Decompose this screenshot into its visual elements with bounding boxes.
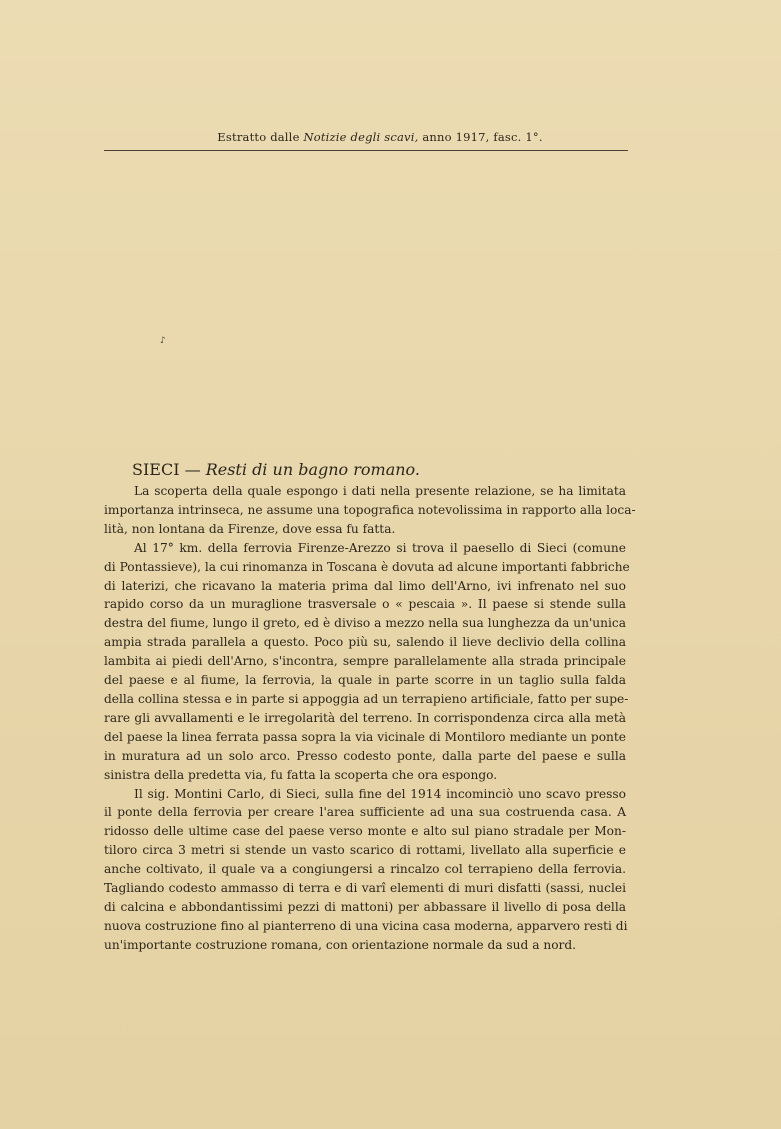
- text-line: rare gli avvallamenti e le irregolarità del terreno. In corrispondenza circa alla metà: [104, 710, 626, 725]
- text-line: tiloro circa 3 metri si stende un vasto scarico di rottami, livellato alla superficie e: [104, 843, 626, 858]
- text-line: sinistra della predetta via, fu fatta la scoperta che ora espongo.: [104, 767, 498, 782]
- header-journal: Notizie degli scavi,: [303, 130, 419, 144]
- text-line: della collina stessa e in parte si appoggia ad un terrapieno artificiale, fatto per supe-: [104, 691, 629, 706]
- text-line: Tagliando codesto ammasso di terra e di varî elementi di muri disfatti (sassi, nuclei: [104, 881, 626, 896]
- text-line: del paese la linea ferrata passa sopra la via vicinale di Montiloro mediante un ponte: [104, 729, 626, 744]
- text-line: lità, non lontana da Firenze, dove essa fu fatta.: [104, 521, 396, 536]
- text-line: un'importante costruzione romana, con orientazione normale da sud a nord.: [104, 937, 577, 952]
- paragraph: [104, 539, 630, 785]
- text-line: di Pontassieve), la cui rinomanza in Toscana è dovuta ad alcune importanti fabbriche: [104, 559, 630, 574]
- text-line: lambita ai piedi dell'Arno, s'incontra, sempre parallelamente alla strada principale: [104, 654, 626, 669]
- text-line: ampia strada parallela a questo. Poco più su, salendo il lieve declivio della collina: [104, 635, 626, 650]
- article-title: [132, 460, 420, 479]
- text-line: nuova costruzione fino al pianterreno di una vicina casa moderna, apparvero resti di: [104, 918, 628, 933]
- header-prefix: Estratto dalle: [217, 130, 300, 144]
- paragraph: [104, 482, 636, 539]
- text-line: importanza intrinseca, ne assume una topografica notevolissima in rapporto alla loca-: [104, 502, 636, 517]
- header-suffix: anno 1917, fasc. 1°.: [422, 130, 543, 144]
- text-line: di laterizi, che ricavano la materia prima dal limo dell'Arno, ivi infrenato nel suo: [104, 578, 626, 593]
- title-place: SIECI —: [132, 460, 201, 479]
- text-line: La scoperta della quale espongo i dati nella presente relazione, se ha limitata: [134, 484, 626, 498]
- title-subtitle: Resti di un bagno romano.: [205, 460, 420, 479]
- text-line: ridosso delle ultime case del paese verso monte e alto sul piano stradale per Mon-: [104, 824, 626, 839]
- text-line: in muratura ad un solo arco. Presso codesto ponte, dalla parte del paese e sulla: [104, 748, 626, 763]
- text-line: rapido corso da un muraglione trasversale o « pescaia ». Il paese si stende sulla: [104, 597, 626, 612]
- paragraph: [104, 785, 626, 955]
- header-rule: [104, 150, 628, 151]
- text-line: del paese e al fiume, la ferrovia, la quale in parte scorre in un taglio sulla falda: [104, 673, 626, 688]
- offprint-header: [215, 130, 545, 144]
- text-line: destra del fiume, lungo il greto, ed è diviso a mezzo nella sua lunghezza da un'unica: [104, 616, 626, 631]
- text-line: Il sig. Montini Carlo, di Sieci, sulla fine del 1914 incominciò uno scavo presso: [134, 786, 626, 801]
- article-body: [104, 482, 636, 955]
- text-line: il ponte della ferrovia per creare l'area sufficiente ad una sua costruenda casa. A: [104, 805, 626, 820]
- text-line: Al 17° km. della ferrovia Firenze-Arezzo si trova il paesello di Sieci (comune: [134, 540, 626, 555]
- text-line: anche coltivato, il quale va a congiungersi a rincalzo col terrapieno della ferrovia.: [104, 862, 626, 877]
- text-line: di calcina e abbondantissimi pezzi di mattoni) per abbassare il livello di posa della: [104, 899, 626, 914]
- ink-speck: ♪: [160, 336, 166, 346]
